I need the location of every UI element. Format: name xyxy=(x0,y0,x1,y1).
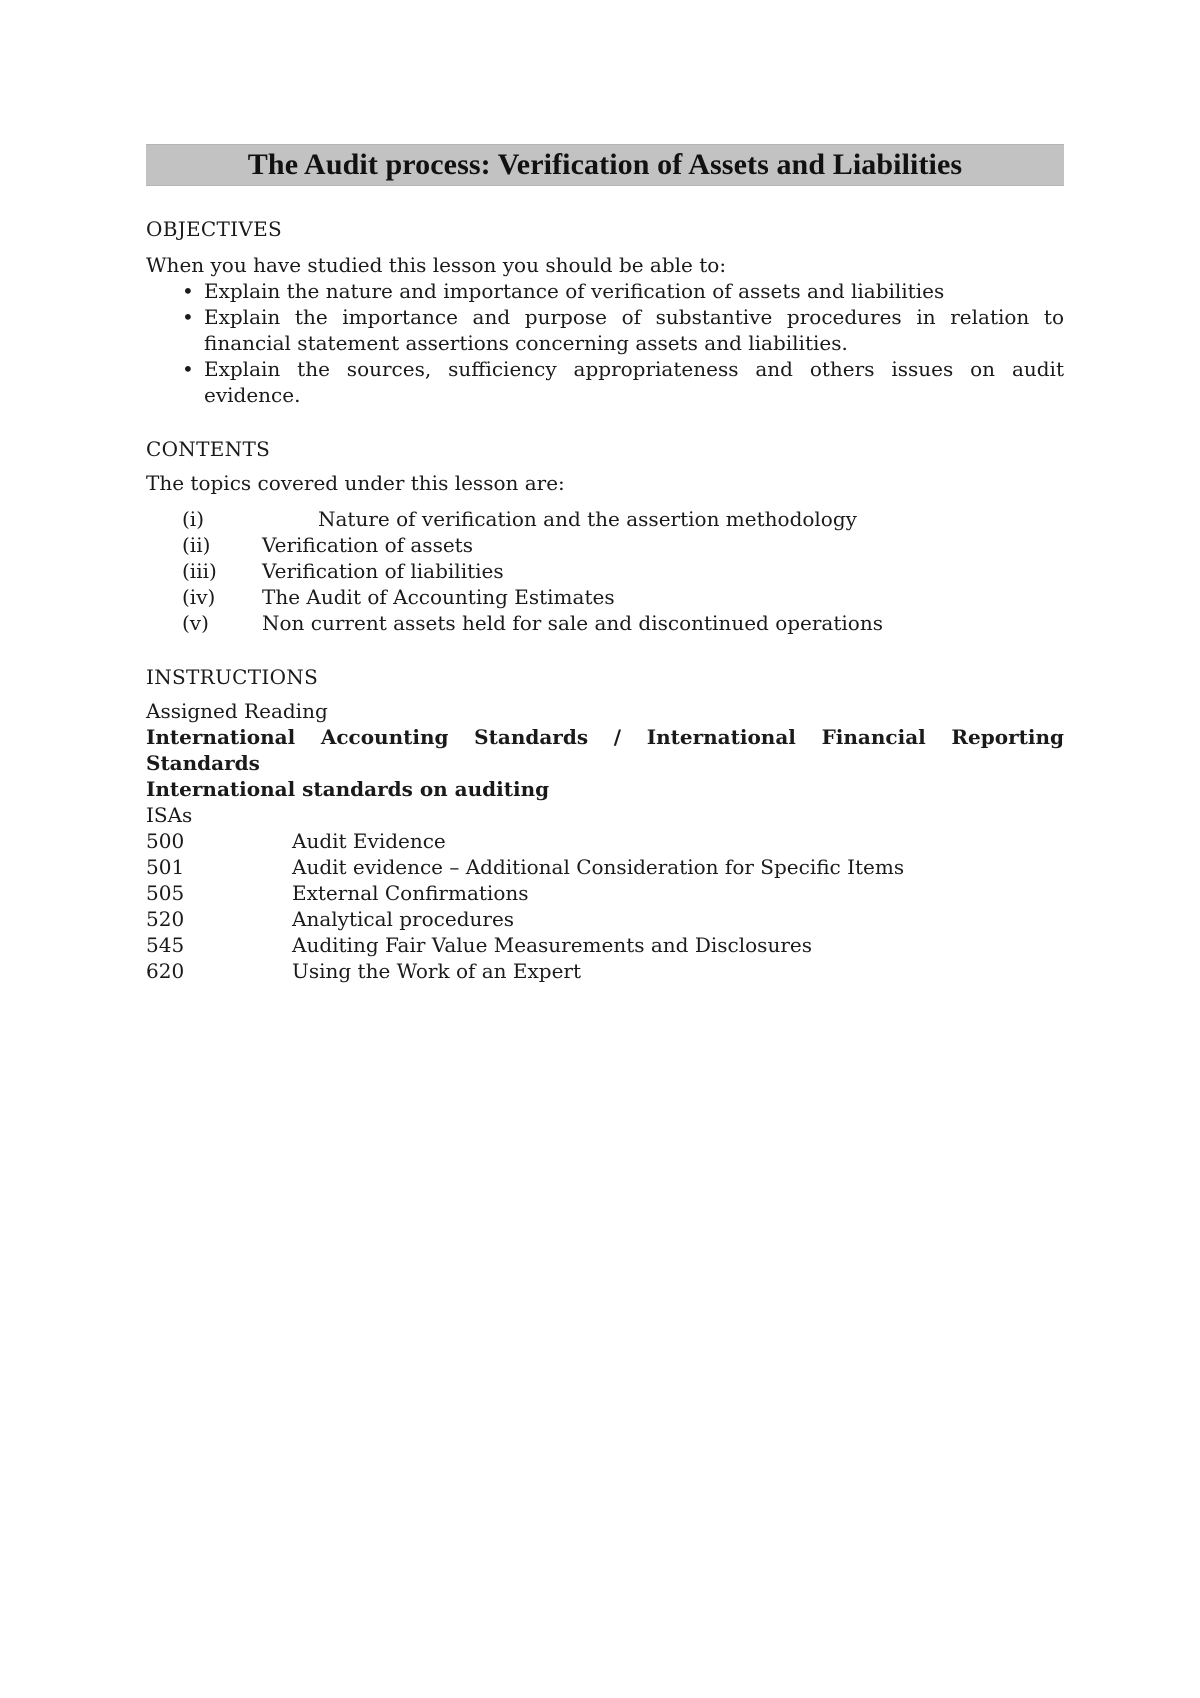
topic-row xyxy=(146,506,1064,532)
objectives-intro: When you have studied this lesson you should be able to: xyxy=(146,253,727,277)
topic-number: (iii) xyxy=(182,559,217,583)
contents-heading: CONTENTS xyxy=(146,437,271,461)
contents-intro: The topics covered under this lesson are: xyxy=(146,471,565,495)
isa-number: 500 xyxy=(146,829,185,853)
topic-text: Non current assets held for sale and discontinued operations xyxy=(262,611,883,635)
isa-heading: International standards on auditing xyxy=(146,777,550,801)
topic-text: Verification of liabilities xyxy=(262,559,504,583)
topic-text: Nature of verification and the assertion methodology xyxy=(318,507,857,531)
isa-title: Using the Work of an Expert xyxy=(292,959,582,983)
topic-number: (iv) xyxy=(182,585,216,609)
topic-number: (i) xyxy=(182,507,205,531)
isas-label: ISAs xyxy=(146,803,193,827)
isa-number: 505 xyxy=(146,881,185,905)
title-bar xyxy=(146,144,1064,186)
isa-number: 520 xyxy=(146,907,185,931)
isa-title: External Confirmations xyxy=(292,881,529,905)
document-page xyxy=(146,144,1064,984)
topic-text: The Audit of Accounting Estimates xyxy=(262,585,615,609)
isa-list xyxy=(146,828,1064,984)
standards-line-1: International Accounting Standards / International Financial Reporting xyxy=(146,725,1064,749)
objectives-list xyxy=(146,278,1064,408)
topic-row xyxy=(146,610,1064,636)
isa-number: 545 xyxy=(146,933,185,957)
isa-row xyxy=(146,828,1064,854)
isa-title: Audit Evidence xyxy=(292,829,446,853)
topic-text: Verification of assets xyxy=(262,533,473,557)
isa-row xyxy=(146,854,1064,880)
objective-item: • Explain the importance and purpose of substantive procedures in relation to financial statement assertions concerning assets and liabilities. xyxy=(182,305,1064,355)
topic-row xyxy=(146,532,1064,558)
isa-title: Audit evidence – Additional Consideration for Specific Items xyxy=(292,855,905,879)
bullet-icon: • xyxy=(182,357,194,381)
standards-line-2: Standards xyxy=(146,751,260,775)
instructions-heading: INSTRUCTIONS xyxy=(146,665,319,689)
topic-number: (ii) xyxy=(182,533,211,557)
topic-number: (v) xyxy=(182,611,209,635)
page-title: The Audit process: Verification of Assets and Liabilities xyxy=(247,148,963,181)
objective-item: • Explain the nature and importance of verification of assets and liabilities xyxy=(182,279,945,303)
isa-number: 501 xyxy=(146,855,185,879)
topic-row xyxy=(146,584,1064,610)
isa-row xyxy=(146,880,1064,906)
isa-title: Analytical procedures xyxy=(292,907,515,931)
bullet-icon: • xyxy=(182,279,194,303)
isa-row xyxy=(146,906,1064,932)
isa-number: 620 xyxy=(146,959,185,983)
bullet-icon: • xyxy=(182,305,194,329)
isa-row xyxy=(146,932,1064,958)
assigned-reading-label: Assigned Reading xyxy=(146,699,328,723)
topic-row xyxy=(146,558,1064,584)
isa-row xyxy=(146,958,1064,984)
topics-list xyxy=(146,506,1064,636)
isa-title: Auditing Fair Value Measurements and Disclosures xyxy=(292,933,812,957)
objective-item: • Explain the sources, sufficiency appropriateness and others issues on audit evidence. xyxy=(182,357,1064,407)
objectives-heading: OBJECTIVES xyxy=(146,217,282,241)
